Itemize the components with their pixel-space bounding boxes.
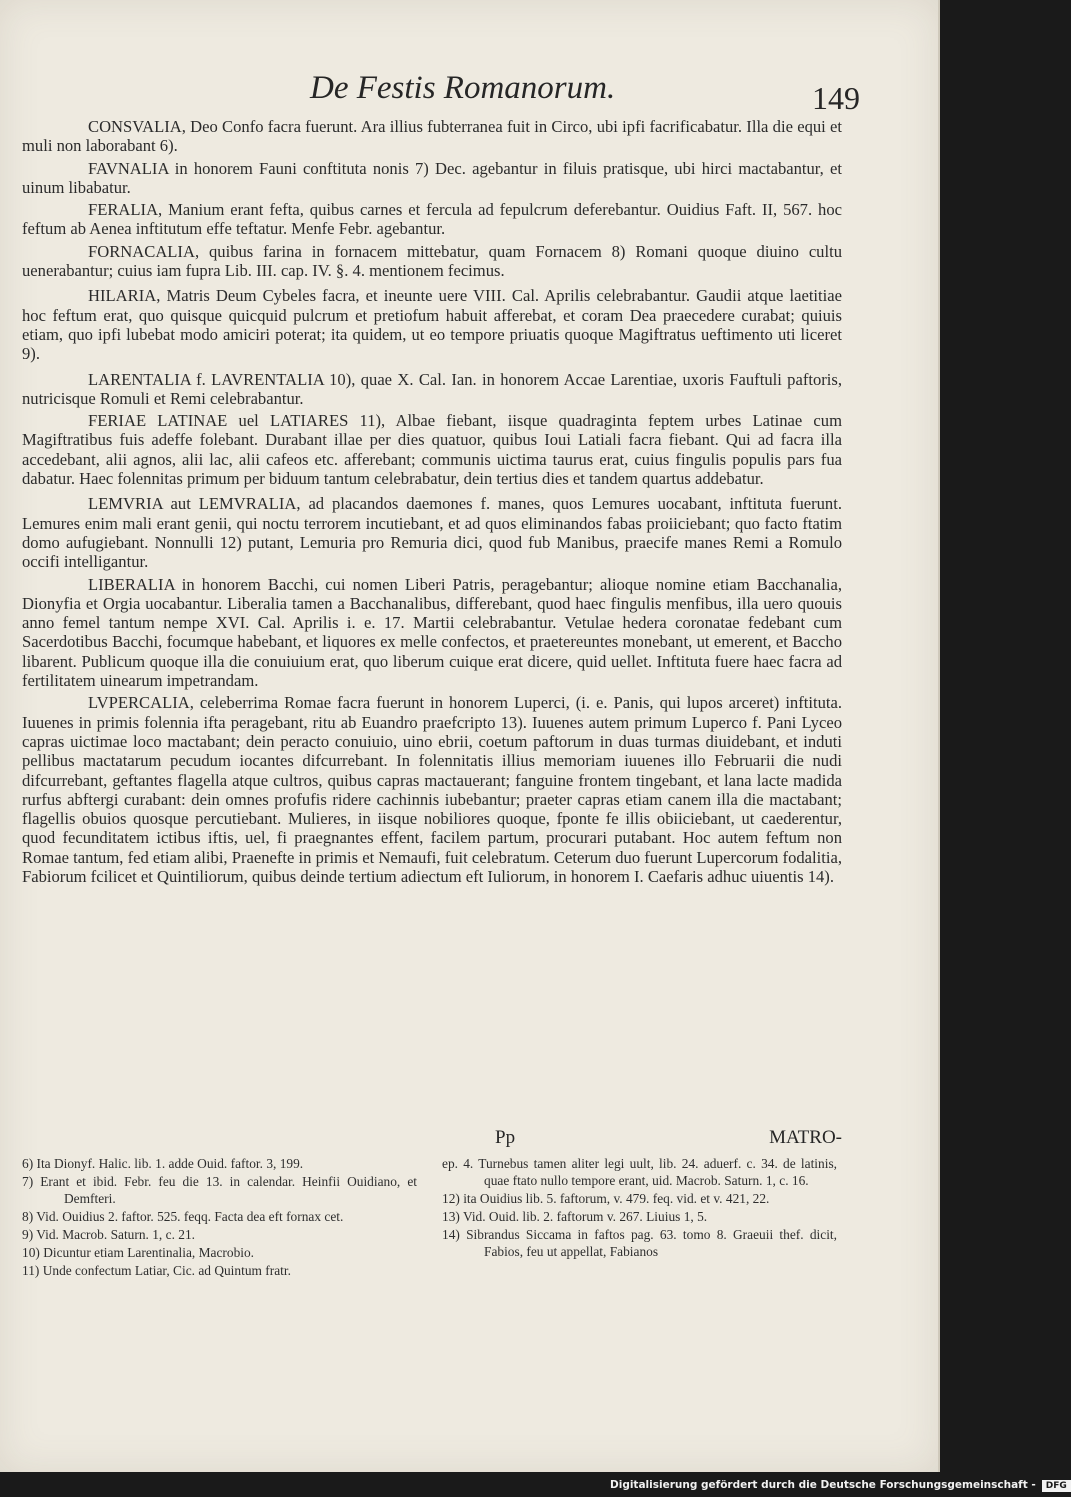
footnote: 11) Unde confectum Latiar, Cic. ad Quintum fratr. — [22, 1263, 291, 1278]
entry-larentalia: LARENTALIA f. LAVRENTALIA 10), quae X. Cal. Ian. in honorem Accae Larentiae, uxoris Fauftuli paftoris, nutricisque Romuli et Remi celebrabantur. — [22, 369, 842, 408]
entry-feralia: FERALIA, Manium erant fefta, quibus carnes et fercula ad fepulcrum deferebantur. Ouidius Faft. II, 567. hoc feftum ab Aenea inftitutum effe teftatur. Menfe Febr. agebantur. — [22, 200, 842, 239]
footnote: 10) Dicuntur etiam Larentinalia, Macrobio. — [22, 1245, 255, 1260]
entry-liberalia: LIBERALIA in honorem Bacchi, cui nomen Liberi Patris, peragebantur; alioque nomine etiam Bacchanalia, Dionyfia et Orgia uocabantur. Liberalia tamen a Bacchanalibus, differebant, quod haec fingulis menfibus, illa uero quouis anno femel tantum nempe XVI. Cal. Aprilis i. e. 17. Martii celebrabantur. Vetulae hedera coronatae fedebant cum Sacerdotibus Bacchi, focumque habebant, et liquores ex melle confectos, et praetereuntes monebant, ut emerent, et Baccho libarent. Publicum quoque illa die conuiuium erat, quo liberum cuique erat dicere, quid uellet. Inftituta fuere haec facra ad fertilitatem uinearum impetrandam. — [22, 574, 842, 691]
signature-mark: Pp — [495, 1127, 516, 1148]
entry-lemuria: LEMVRIA aut LEMVRALIA, ad placandos daemones f. manes, quos Lemures uocabant, inftituta fuerunt. Lemures enim mali erant genii, qui noctu terrorem incutiebant, et ad quos eliminandos fabas proiiciebant; quo facto ftatim domo aufugiebant. Nonnulli 12) putant, Lemuria pro Remuria dici, quod fub Manibus, praecife manes Remi a Romulo occifi intelligantur. — [22, 494, 842, 572]
page-number: 149 — [812, 80, 860, 116]
entry-faunalia: FAVNALIA in honorem Fauni conftituta nonis 7) Dec. agebantur in filuis pratisque, ubi hirci mactabantur, et uinum libabatur. — [22, 158, 842, 197]
running-title: De Festis Romanorum. — [310, 70, 616, 106]
footnote: 7) Erant et ibid. Febr. feu die 13. in calendar. Heinfii Ouidiano, et Demfteri. — [22, 1174, 417, 1206]
footnote: 14) Sibrandus Siccama in faftos pag. 63. tomo 8. Graeuii thef. dicit, Fabios, feu ut appellat, Fabianos — [442, 1227, 837, 1259]
digitization-credit — [610, 1479, 1071, 1492]
entry-fornacalia: FORNACALIA, quibus farina in fornacem mittebatur, quam Fornacem 8) Romani quoque diuino cultu uenerabantur; cuius iam fupra Lib. III. cap. IV. §. 4. mentionem fecimus. — [22, 241, 842, 281]
dfg-logo-icon: DFG — [1042, 1480, 1071, 1492]
footnotes — [22, 1155, 842, 1325]
footnotes-right-column — [442, 1155, 837, 1261]
page-header — [40, 70, 860, 114]
entry-consualia: CONSVALIA, Deo Confo facra fuerunt. Ara illius fubterranea fuit in Circo, ubi ipfi facrificabatur. Illa die equi et muli non laborabant 6). — [22, 117, 842, 156]
main-text — [22, 117, 842, 889]
footnote: 6) Ita Dionyf. Halic. lib. 1. adde Ouid. faftor. 3, 199. — [22, 1156, 304, 1171]
catchword: MATRO- — [769, 1127, 842, 1148]
signature-line — [22, 1127, 842, 1153]
footnote: 12) ita Ouidius lib. 5. faftorum, v. 479. feq. vid. et v. 421, 22. — [442, 1191, 770, 1206]
credit-text: Digitalisierung gefördert durch die Deutsche Forschungsgemeinschaft - — [610, 1479, 1036, 1491]
entry-hilaria: HILARIA, Matris Deum Cybeles facra, et ineunte uere VIII. Cal. Aprilis celebrabantur. Gaudii atque laetitiae hoc feftum erat, quo quisque quicquid pulcrum et pretiofum habuit afferebat, et coram Dea praecedere curabat; quiuis etiam, quo ipfi lubebat modo amiciri poterat; ita quidem, ut eo tempore priuatis quoque Magiftratus ueftimento uti liceret 9). — [22, 286, 842, 364]
footnote: 9) Vid. Macrob. Saturn. 1, c. 21. — [22, 1227, 195, 1242]
footnotes-left-column — [22, 1155, 417, 1280]
footnote: 13) Vid. Ouid. lib. 2. faftorum v. 267. Liuius 1, 5. — [442, 1209, 708, 1224]
entry-lupercalia: LVPERCALIA, celeberrima Romae facra fuerunt in honorem Luperci, (i. e. Panis, qui lupos arceret) inftituta. Iuuenes in primis folennia ifta peragebant, ritu ab Euandro praefcripto 13). Iuuenes autem primum Luperco f. Pani Lyceo capras uictimae loco mactabant; dein peracto conuiuio, uino ebrii, coetum paftorum in duas turmas diuidebant, et induti pellibus mactatarum pecudum iocantes difcurrebant. In folennitatis illius memoriam iuuenes illo Februarii die nudi difcurrebant, geftantes flagella atque cultros, quibus capras mactauerant; fanguine frontem tingebant, et lana lacte madida rurfus abftergi curabant: dein omnes profufis ridere cachinnis iubebantur; praeter capras etiam canem illa die mactabant; flagellis obuios quosque percutiebant. Mulieres, in iisque nobiliores quoque, fponte fe illis obiiciebant, ut caederentur, quod fecunditatem ictibus iftis, uel, fi praegnantes effent, facilem partum, procurari putabant. Hoc autem feftum non Romae tantum, fed etiam alibi, Praenefte in primis et Nemaufi, fuit celebratum. Ceterum duo fuerunt Lupercorum fodalitia, Fabiorum fcilicet et Quintiliorum, quibus deinde tertium adiectum eft Iuliorum, in honorem I. Caefaris adhuc uiuentis 14). — [22, 693, 842, 886]
footnote: ep. 4. Turnebus tamen aliter legi uult, lib. 24. aduerf. c. 34. de latinis, quae ftato nullo tempore erant, uid. Macrob. Saturn. 1, c. 16. — [442, 1156, 837, 1188]
footnote: 8) Vid. Ouidius 2. faftor. 525. feqq. Facta dea eft fornax cet. — [22, 1209, 344, 1224]
entry-feriae-latinae: FERIAE LATINAE uel LATIARES 11), Albae fiebant, iisque quadraginta feptem urbes Latinae cum Magiftratibus fuis adeffe folebant. Durabant illae per dies quatuor, quibus Ioui Latiali facra fiebant. Qui ad facra illa accedebant, alii agnos, alii lac, alii cafeos etc. afferebant; communis uictima taurus erat, cuius fingulis populis pars fua dabatur. Haec folennitas primum per biduum tantum celebrabatur, dein tertius dies et tandem quartus addebatur. — [22, 411, 842, 489]
